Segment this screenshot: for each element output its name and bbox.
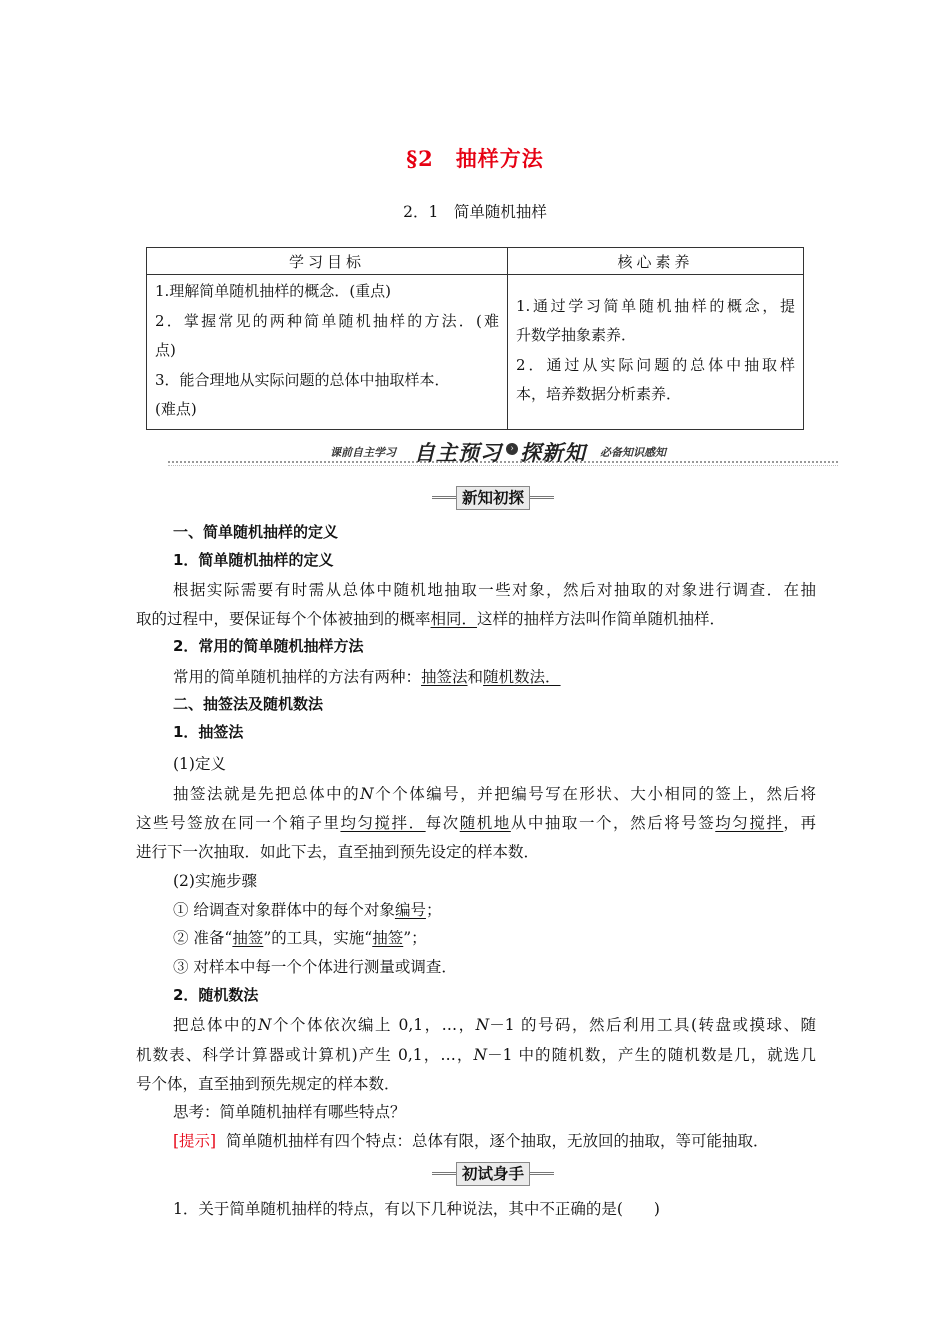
learning-goals-cell [147, 275, 508, 430]
badge-try-it [432, 1162, 554, 1186]
paragraph-definition-line-2 [136, 607, 816, 629]
text-run: －1 中的随机数，产生的随机数是几，就选几 [487, 1046, 816, 1064]
goal-2-line-b: 点) [155, 341, 176, 359]
paragraph-methods [173, 665, 816, 687]
text-run: 机数表、科学计算器或计算机)产生 0,1，…， [136, 1046, 474, 1064]
underlined-answer: 随机地 [459, 814, 511, 832]
paragraph-random-line-2 [136, 1043, 816, 1065]
literacy-2-line-b: 本，培养数据分析素养． [516, 385, 682, 404]
text-run: ”的工具，实施“ [263, 929, 373, 947]
literacy-1-line-a: 1.通过学习简单随机抽样的概念，提 [516, 296, 795, 315]
step-2 [173, 926, 816, 948]
goal-2-line-a: 2．掌握常见的两种简单随机抽样的方法．(难 [155, 311, 499, 330]
text-run: 常用的简单随机抽样的方法有两种： [173, 668, 422, 686]
text-run: 个个体依次编上 0,1，…， [271, 1016, 476, 1034]
variable-n: N [360, 785, 374, 803]
header-learning-goals: 学习目标 [147, 248, 508, 275]
table-header-row [147, 248, 804, 275]
banner-title-left: 自主预习 [414, 441, 502, 465]
label-definition: (1)定义 [173, 755, 226, 773]
text-run: 每次 [425, 814, 460, 832]
text-run: －1 的号码，然后利用工具(转盘或摸球、随 [489, 1016, 816, 1034]
banner-right-caption: 必备知识感知 [600, 446, 666, 459]
badge-label: 初试身手 [456, 1162, 530, 1186]
underlined-answer: 均匀搅拌． [340, 814, 426, 832]
underlined-answer: 抽签法 [421, 668, 468, 686]
header-core-literacy: 核心素养 [508, 248, 804, 275]
hint-text: 简单随机抽样有四个特点：总体有限，逐个抽取，无放回的抽取，等可能抽取． [225, 1132, 769, 1150]
literacy-2-line-a: 2．通过从实际问题的总体中抽取样 [516, 355, 795, 374]
text-run: 个个体编号，并把编号写在形状、大小相同的签上，然后将 [373, 785, 816, 803]
banner-title-right: 探新知 [520, 441, 586, 465]
goals-table [146, 247, 804, 430]
hint-tag: [提示] [173, 1132, 217, 1150]
text-run: 把总体中的 [173, 1016, 258, 1034]
banner-divider-secondary [168, 465, 838, 466]
paragraph-lottery-line-3: 进行下一次抽取．如此下去，直至抽到预先设定的样本数． [136, 843, 540, 861]
badge-new-knowledge [432, 486, 554, 510]
text-run: 抽签法就是先把总体中的 [173, 785, 361, 803]
section-banner [168, 437, 838, 467]
chevron-right-icon: › [506, 443, 518, 455]
subheading-random-number: 2．随机数法 [173, 986, 259, 1004]
text-run: 从中抽取一个，然后将号签 [510, 814, 716, 832]
step-1 [173, 898, 816, 920]
underlined-answer: 抽签 [372, 929, 404, 947]
paragraph-definition-line-1: 根据实际需要有时需从总体中随机地抽取一些对象，然后对抽取的对象进行调查．在抽 [173, 581, 816, 599]
literacy-1-line-b: 升数学抽象素养． [516, 326, 637, 345]
goal-3-line-a: 3．能合理地从实际问题的总体中抽取样本． [155, 370, 450, 389]
text-run: ① 给调查对象群体中的每个对象 [173, 901, 395, 919]
banner-divider [168, 461, 838, 463]
subheading-definition: 1．简单随机抽样的定义 [173, 551, 334, 569]
paragraph-random-line-1 [173, 1013, 816, 1035]
text-run: ② 准备“ [173, 929, 233, 947]
underlined-answer: 抽签 [232, 929, 264, 947]
core-literacy-cell [508, 275, 804, 430]
subheading-lottery: 1．抽签法 [173, 723, 244, 741]
underlined-answer: 编号 [394, 901, 426, 919]
variable-n: N [475, 1016, 490, 1034]
text-run: ，再 [783, 814, 816, 832]
subheading-methods: 2．常用的简单随机抽样方法 [173, 637, 364, 655]
variable-n: N [473, 1046, 488, 1064]
exercise-question-1: 1．关于简单随机抽样的特点，有以下几种说法，其中不正确的是( ) [173, 1200, 660, 1218]
paragraph-random-line-3: 号个体，直至抽到预先规定的样本数． [136, 1075, 400, 1093]
underlined-answer: 相同． [430, 610, 478, 628]
table-row [147, 275, 804, 430]
section-subtitle: 2．1 简单随机抽样 [403, 203, 547, 221]
heading-definition: 一、简单随机抽样的定义 [173, 523, 339, 541]
text-run: 和 [467, 668, 484, 686]
text-run: 取的过程中，要保证每个个体被抽到的概率 [136, 610, 431, 628]
heading-lottery-random: 二、抽签法及随机数法 [173, 695, 324, 713]
underlined-answer: 随机数法． [483, 668, 561, 686]
goal-1: 1.理解简单随机抽样的概念．(重点) [155, 282, 392, 300]
label-steps: (2)实施步骤 [173, 872, 257, 890]
goal-3-line-b: (难点) [155, 400, 197, 418]
paragraph-lottery-line-2 [136, 811, 816, 833]
step-3: ③ 对样本中每一个个体进行测量或调查． [173, 958, 457, 976]
text-run: ； [425, 901, 442, 919]
page-title: §2 抽样方法 [406, 146, 544, 171]
text-run: 这些号签放在同一个箱子里 [136, 814, 341, 832]
badge-label: 新知初探 [456, 486, 530, 510]
paragraph-lottery-line-1 [173, 782, 816, 804]
text-run: ”； [403, 929, 427, 947]
banner-left-caption: 课前自主学习 [330, 446, 396, 459]
underlined-answer: 均匀搅拌 [715, 814, 784, 832]
text-run: 这样的抽样方法叫作简单随机抽样． [477, 610, 726, 628]
think-question: 思考：简单随机抽样有哪些特点？ [173, 1103, 406, 1121]
hint [173, 1129, 816, 1151]
variable-n: N [258, 1016, 272, 1034]
